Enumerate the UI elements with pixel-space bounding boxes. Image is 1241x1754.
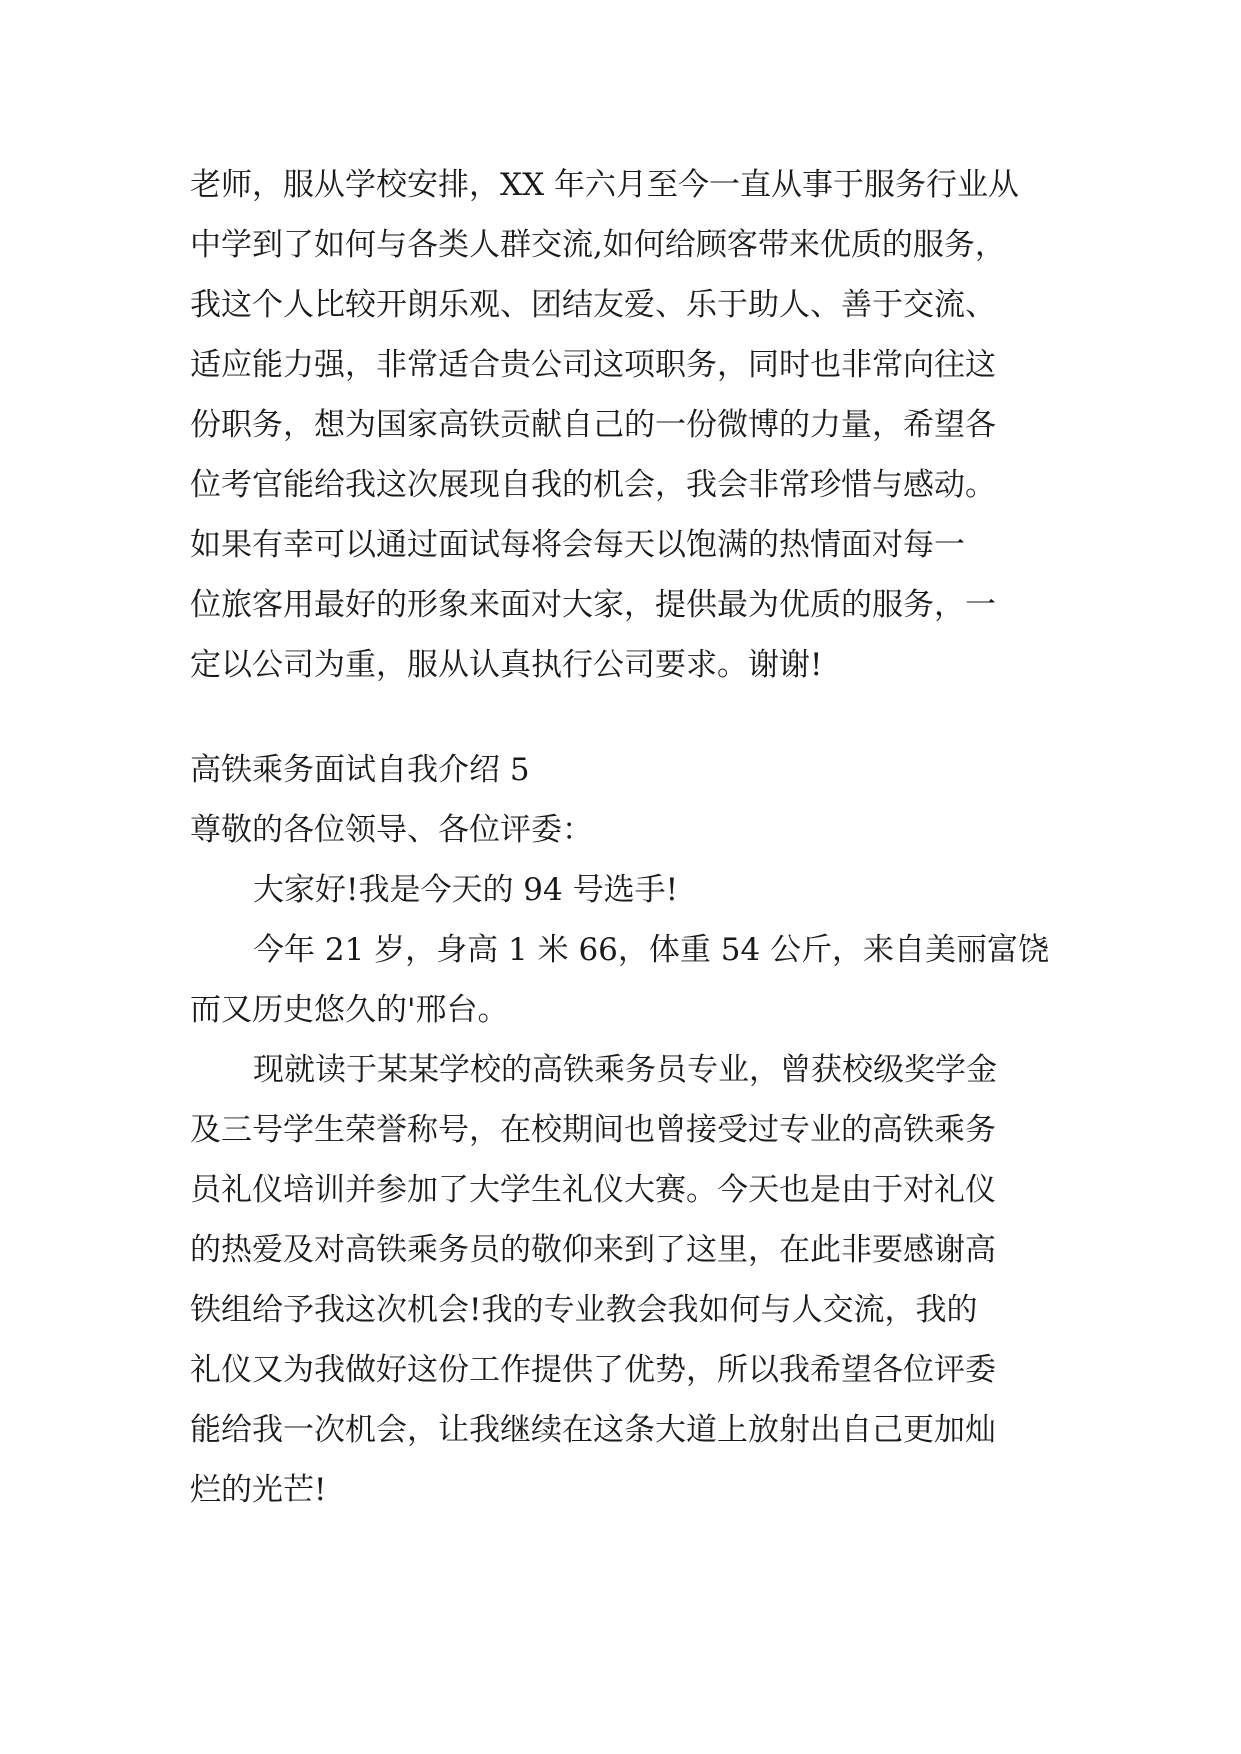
paragraph-line: 定以公司为重，服从认真执行公司要求。谢谢! [190, 647, 823, 683]
paragraph-line: 老师，服从学校安排，XX 年六月至今一直从事于服务行业从 [190, 167, 1019, 203]
greeting-line: 大家好!我是今天的 94 号选手! [253, 872, 679, 908]
paragraph-line: 位考官能给我这次展现自我的机会，我会非常珍惜与感动。 [190, 467, 996, 503]
paragraph-line: 位旅客用最好的形象来面对大家，提供最为优质的服务，一 [190, 587, 996, 623]
section-title: 高铁乘务面试自我介绍 5 [190, 752, 530, 788]
paragraph-line: 能给我一次机会，让我继续在这条大道上放射出自己更加灿 [190, 1412, 996, 1448]
paragraph-line: 的热爱及对高铁乘务员的敬仰来到了这里，在此非要感谢高 [190, 1232, 996, 1268]
paragraph-line: 我这个人比较开朗乐观、团结友爱、乐于助人、善于交流、 [190, 287, 996, 323]
paragraph-line: 礼仪又为我做好这份工作提供了优势，所以我希望各位评委 [190, 1352, 996, 1388]
paragraph-line: 份职务，想为国家高铁贡献自己的一份微博的力量，希望各 [190, 407, 996, 443]
paragraph-line: 而又历史悠久的'邢台。 [190, 992, 509, 1028]
paragraph-line: 中学到了如何与各类人群交流,如何给顾客带来优质的服务， [190, 227, 1006, 263]
paragraph-line: 及三号学生荣誉称号，在校期间也曾接受过专业的高铁乘务 [190, 1112, 996, 1148]
paragraph-line: 现就读于某某学校的高铁乘务员专业，曾获校级奖学金 [253, 1052, 997, 1088]
paragraph-line: 今年 21 岁，身高 1 米 66，体重 54 公斤，来自美丽富饶 [253, 932, 1050, 968]
paragraph-line: 铁组给予我这次机会!我的专业教会我如何与人交流，我的 [190, 1292, 978, 1328]
paragraph-line: 适应能力强，非常适合贵公司这项职务，同时也非常向往这 [190, 347, 996, 383]
paragraph-line: 如果有幸可以通过面试每将会每天以饱满的热情面对每一 [190, 527, 965, 563]
paragraph-line: 员礼仪培训并参加了大学生礼仪大赛。今天也是由于对礼仪 [190, 1172, 996, 1208]
paragraph-line: 烂的光芒! [190, 1472, 327, 1508]
salutation: 尊敬的各位领导、各位评委： [190, 812, 593, 848]
